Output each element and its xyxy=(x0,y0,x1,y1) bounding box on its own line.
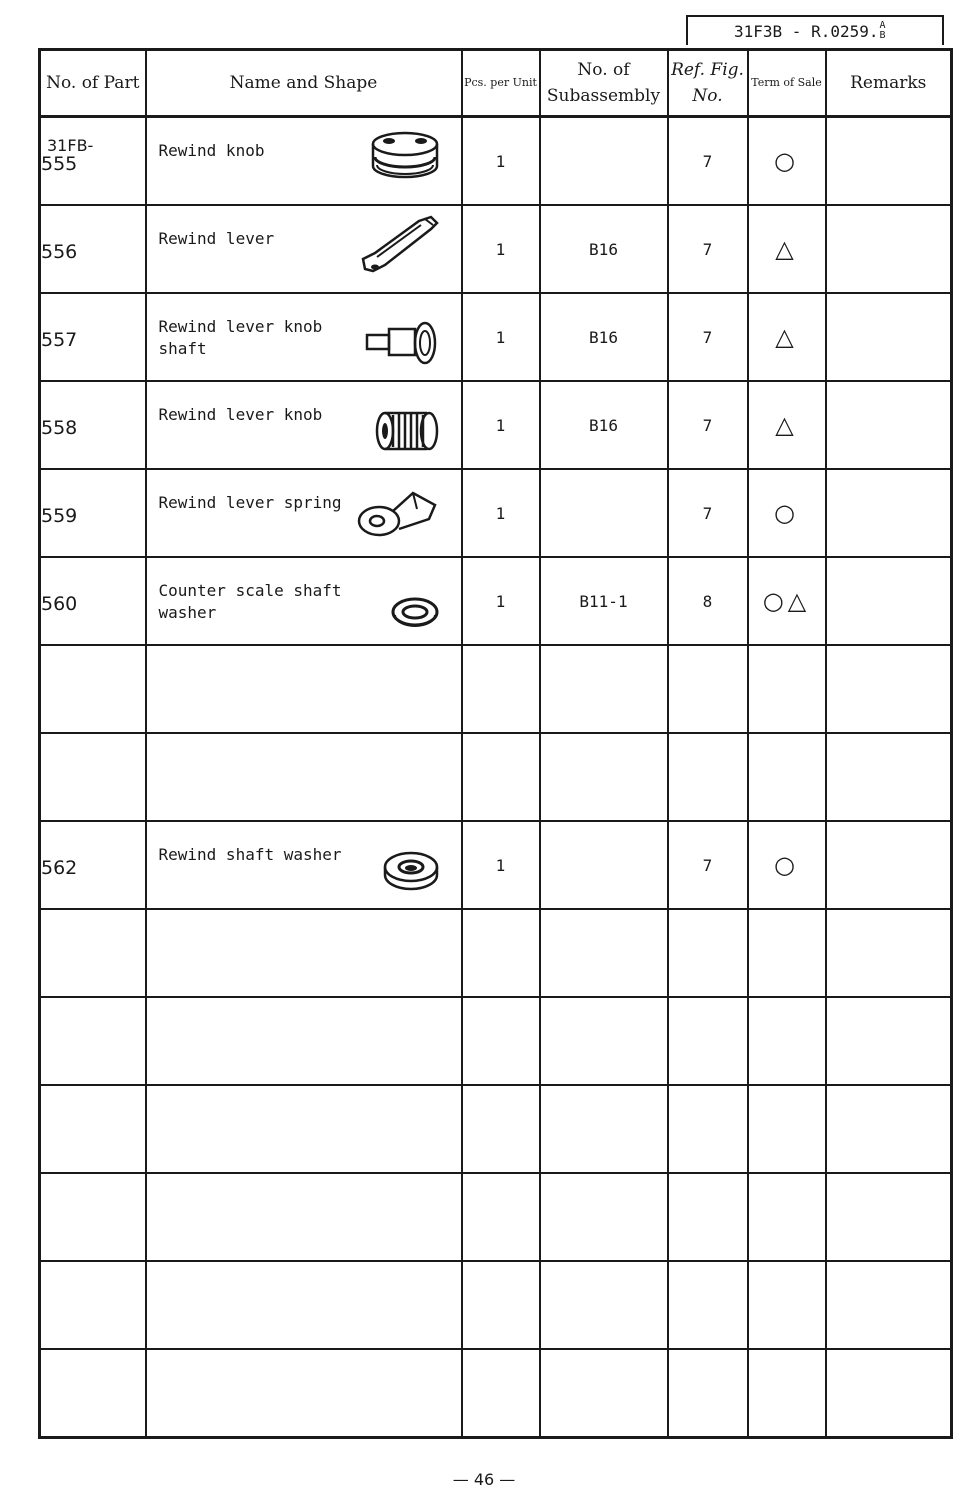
header-ref-fig: Ref. Fig. No. xyxy=(668,50,748,117)
header-pcs-per-unit: Pcs. per Unit xyxy=(462,50,540,117)
remarks-cell xyxy=(826,205,952,293)
ref-fig-cell xyxy=(668,733,748,821)
part-number: 556 xyxy=(41,241,78,263)
subassembly-cell xyxy=(540,997,668,1085)
name-shape-cell xyxy=(146,909,462,997)
table-row xyxy=(40,1349,952,1438)
term-of-sale-cell: ○ xyxy=(748,469,826,557)
remarks-cell xyxy=(826,997,952,1085)
part-number: 559 xyxy=(41,505,78,527)
table-row xyxy=(40,557,952,645)
name-shape-cell xyxy=(146,557,462,645)
ref-fig-cell: 7 xyxy=(668,205,748,293)
part-number: 560 xyxy=(41,593,78,615)
pcs-per-unit-cell xyxy=(462,1173,540,1261)
remarks-cell xyxy=(826,117,952,206)
pcs-per-unit-cell: 1 xyxy=(462,117,540,206)
knob-icon xyxy=(369,129,441,194)
ref-fig-cell xyxy=(668,1261,748,1349)
remarks-cell xyxy=(826,1085,952,1173)
subassembly-cell xyxy=(540,645,668,733)
header-name-shape: Name and Shape xyxy=(146,50,462,117)
table-row xyxy=(40,821,952,909)
name-shape-cell xyxy=(146,1261,462,1349)
pcs-per-unit-cell xyxy=(462,733,540,821)
remarks-cell xyxy=(826,293,952,381)
ref-fig-cell xyxy=(668,1085,748,1173)
subassembly-cell xyxy=(540,117,668,206)
pcs-per-unit-cell xyxy=(462,645,540,733)
pcs-per-unit-cell xyxy=(462,1261,540,1349)
table-row xyxy=(40,1173,952,1261)
part-name: Counter scale shaft washer xyxy=(158,581,342,622)
part-number-cell xyxy=(40,997,146,1085)
header-term-of-sale: Term of Sale xyxy=(748,50,826,117)
thick-washer-icon xyxy=(381,849,441,898)
part-number xyxy=(41,774,145,780)
ref-fig-cell xyxy=(668,1173,748,1261)
part-number-cell xyxy=(40,205,146,293)
subassembly-cell xyxy=(540,821,668,909)
pcs-per-unit-cell xyxy=(462,909,540,997)
subassembly-cell xyxy=(540,733,668,821)
term-of-sale-cell: ○ xyxy=(748,117,826,206)
document-code xyxy=(686,15,944,45)
part-prefix: 31FB- xyxy=(47,136,94,155)
table-row xyxy=(40,645,952,733)
ref-fig-cell xyxy=(668,909,748,997)
knurled-knob-icon xyxy=(375,409,441,458)
part-number-cell xyxy=(40,557,146,645)
subassembly-cell xyxy=(540,1085,668,1173)
part-number: 562 xyxy=(41,857,78,879)
part-number-cell xyxy=(40,821,146,909)
part-number xyxy=(41,1038,145,1044)
subassembly-cell xyxy=(540,1349,668,1438)
part-name: Rewind lever spring xyxy=(158,493,342,512)
name-shape-cell xyxy=(146,645,462,733)
subassembly-cell: B11-1 xyxy=(540,557,668,645)
pcs-per-unit-cell: 1 xyxy=(462,821,540,909)
shaft-icon xyxy=(363,321,441,370)
term-of-sale-cell xyxy=(748,1261,826,1349)
remarks-cell xyxy=(826,469,952,557)
name-shape-cell xyxy=(146,205,462,293)
ref-fig-cell xyxy=(668,1349,748,1438)
parts-table xyxy=(38,48,953,1439)
subassembly-cell xyxy=(540,469,668,557)
ref-fig-cell: 7 xyxy=(668,821,748,909)
subassembly-cell: B16 xyxy=(540,205,668,293)
part-number-cell xyxy=(40,1085,146,1173)
remarks-cell xyxy=(826,645,952,733)
name-shape-cell xyxy=(146,117,462,206)
document-code-fraction xyxy=(880,21,886,41)
part-number xyxy=(41,1302,145,1308)
ref-fig-cell: 7 xyxy=(668,293,748,381)
subassembly-cell xyxy=(540,1261,668,1349)
document-code-sup: A xyxy=(879,20,886,31)
part-number xyxy=(41,1126,145,1132)
term-of-sale-cell xyxy=(748,909,826,997)
remarks-cell xyxy=(826,1173,952,1261)
part-number: 558 xyxy=(41,417,78,439)
part-number-cell xyxy=(40,1349,146,1438)
pcs-per-unit-cell: 1 xyxy=(462,381,540,469)
remarks-cell xyxy=(826,821,952,909)
pcs-per-unit-cell: 1 xyxy=(462,469,540,557)
ref-fig-cell: 8 xyxy=(668,557,748,645)
ref-fig-cell: 7 xyxy=(668,381,748,469)
subassembly-cell: B16 xyxy=(540,381,668,469)
remarks-cell xyxy=(826,381,952,469)
name-shape-cell xyxy=(146,1085,462,1173)
pcs-per-unit-cell xyxy=(462,1349,540,1438)
term-of-sale-cell: △ xyxy=(748,205,826,293)
name-shape-cell xyxy=(146,997,462,1085)
pcs-per-unit-cell xyxy=(462,1085,540,1173)
subassembly-cell xyxy=(540,1173,668,1261)
term-of-sale-cell xyxy=(748,733,826,821)
part-number-cell xyxy=(40,293,146,381)
name-shape-cell xyxy=(146,293,462,381)
name-shape-cell xyxy=(146,821,462,909)
remarks-cell xyxy=(826,909,952,997)
term-of-sale-cell: △ xyxy=(748,381,826,469)
part-number-cell xyxy=(40,1173,146,1261)
table-row xyxy=(40,909,952,997)
part-number: 557 xyxy=(41,329,78,351)
pcs-per-unit-cell xyxy=(462,997,540,1085)
header-subassembly: No. of Subassembly xyxy=(540,50,668,117)
name-shape-cell xyxy=(146,381,462,469)
table-row xyxy=(40,997,952,1085)
table-row xyxy=(40,117,952,206)
part-name: Rewind shaft washer xyxy=(158,845,342,864)
part-number xyxy=(41,1390,145,1396)
table-row xyxy=(40,381,952,469)
name-shape-cell xyxy=(146,733,462,821)
part-number: 555 xyxy=(41,153,78,175)
part-number xyxy=(41,1214,145,1220)
subassembly-cell: B16 xyxy=(540,293,668,381)
remarks-cell xyxy=(826,1261,952,1349)
page-number: — 46 — xyxy=(452,1470,516,1489)
ref-fig-cell xyxy=(668,997,748,1085)
spring-icon xyxy=(355,485,441,546)
part-number xyxy=(41,686,145,692)
name-shape-cell xyxy=(146,1349,462,1438)
part-number-cell xyxy=(40,1261,146,1349)
document-code-sub: B xyxy=(879,30,886,41)
term-of-sale-cell: ○△ xyxy=(748,557,826,645)
washer-icon xyxy=(389,595,441,634)
table-row xyxy=(40,1261,952,1349)
part-number-cell xyxy=(40,733,146,821)
remarks-cell xyxy=(826,557,952,645)
header-part-no: No. of Part xyxy=(40,50,146,117)
table-row xyxy=(40,293,952,381)
part-name: Rewind lever xyxy=(158,229,275,248)
term-of-sale-cell xyxy=(748,1085,826,1173)
table-row xyxy=(40,469,952,557)
term-of-sale-cell: ○ xyxy=(748,821,826,909)
header-remarks: Remarks xyxy=(826,50,952,117)
part-number-cell xyxy=(40,645,146,733)
term-of-sale-cell: △ xyxy=(748,293,826,381)
term-of-sale-cell xyxy=(748,997,826,1085)
remarks-cell xyxy=(826,733,952,821)
part-name: Rewind lever knob shaft xyxy=(158,317,323,358)
pcs-per-unit-cell: 1 xyxy=(462,293,540,381)
part-name: Rewind lever knob xyxy=(158,405,323,424)
part-number xyxy=(41,950,145,956)
ref-fig-cell xyxy=(668,645,748,733)
term-of-sale-cell xyxy=(748,1173,826,1261)
document-code-text: 31F3B - R.0259. xyxy=(734,21,879,41)
ref-fig-cell: 7 xyxy=(668,469,748,557)
subassembly-cell xyxy=(540,909,668,997)
pcs-per-unit-cell: 1 xyxy=(462,557,540,645)
part-name: Rewind knob xyxy=(158,141,265,160)
part-number-cell xyxy=(40,117,146,206)
table-row xyxy=(40,205,952,293)
table-row xyxy=(40,1085,952,1173)
name-shape-cell xyxy=(146,469,462,557)
part-number-cell xyxy=(40,381,146,469)
term-of-sale-cell xyxy=(748,1349,826,1438)
ref-fig-cell: 7 xyxy=(668,117,748,206)
remarks-cell xyxy=(826,1349,952,1438)
name-shape-cell xyxy=(146,1173,462,1261)
pcs-per-unit-cell: 1 xyxy=(462,205,540,293)
table-header-row xyxy=(40,50,952,117)
part-number-cell xyxy=(40,469,146,557)
table-row xyxy=(40,733,952,821)
lever-icon xyxy=(359,213,441,282)
part-number-cell xyxy=(40,909,146,997)
term-of-sale-cell xyxy=(748,645,826,733)
